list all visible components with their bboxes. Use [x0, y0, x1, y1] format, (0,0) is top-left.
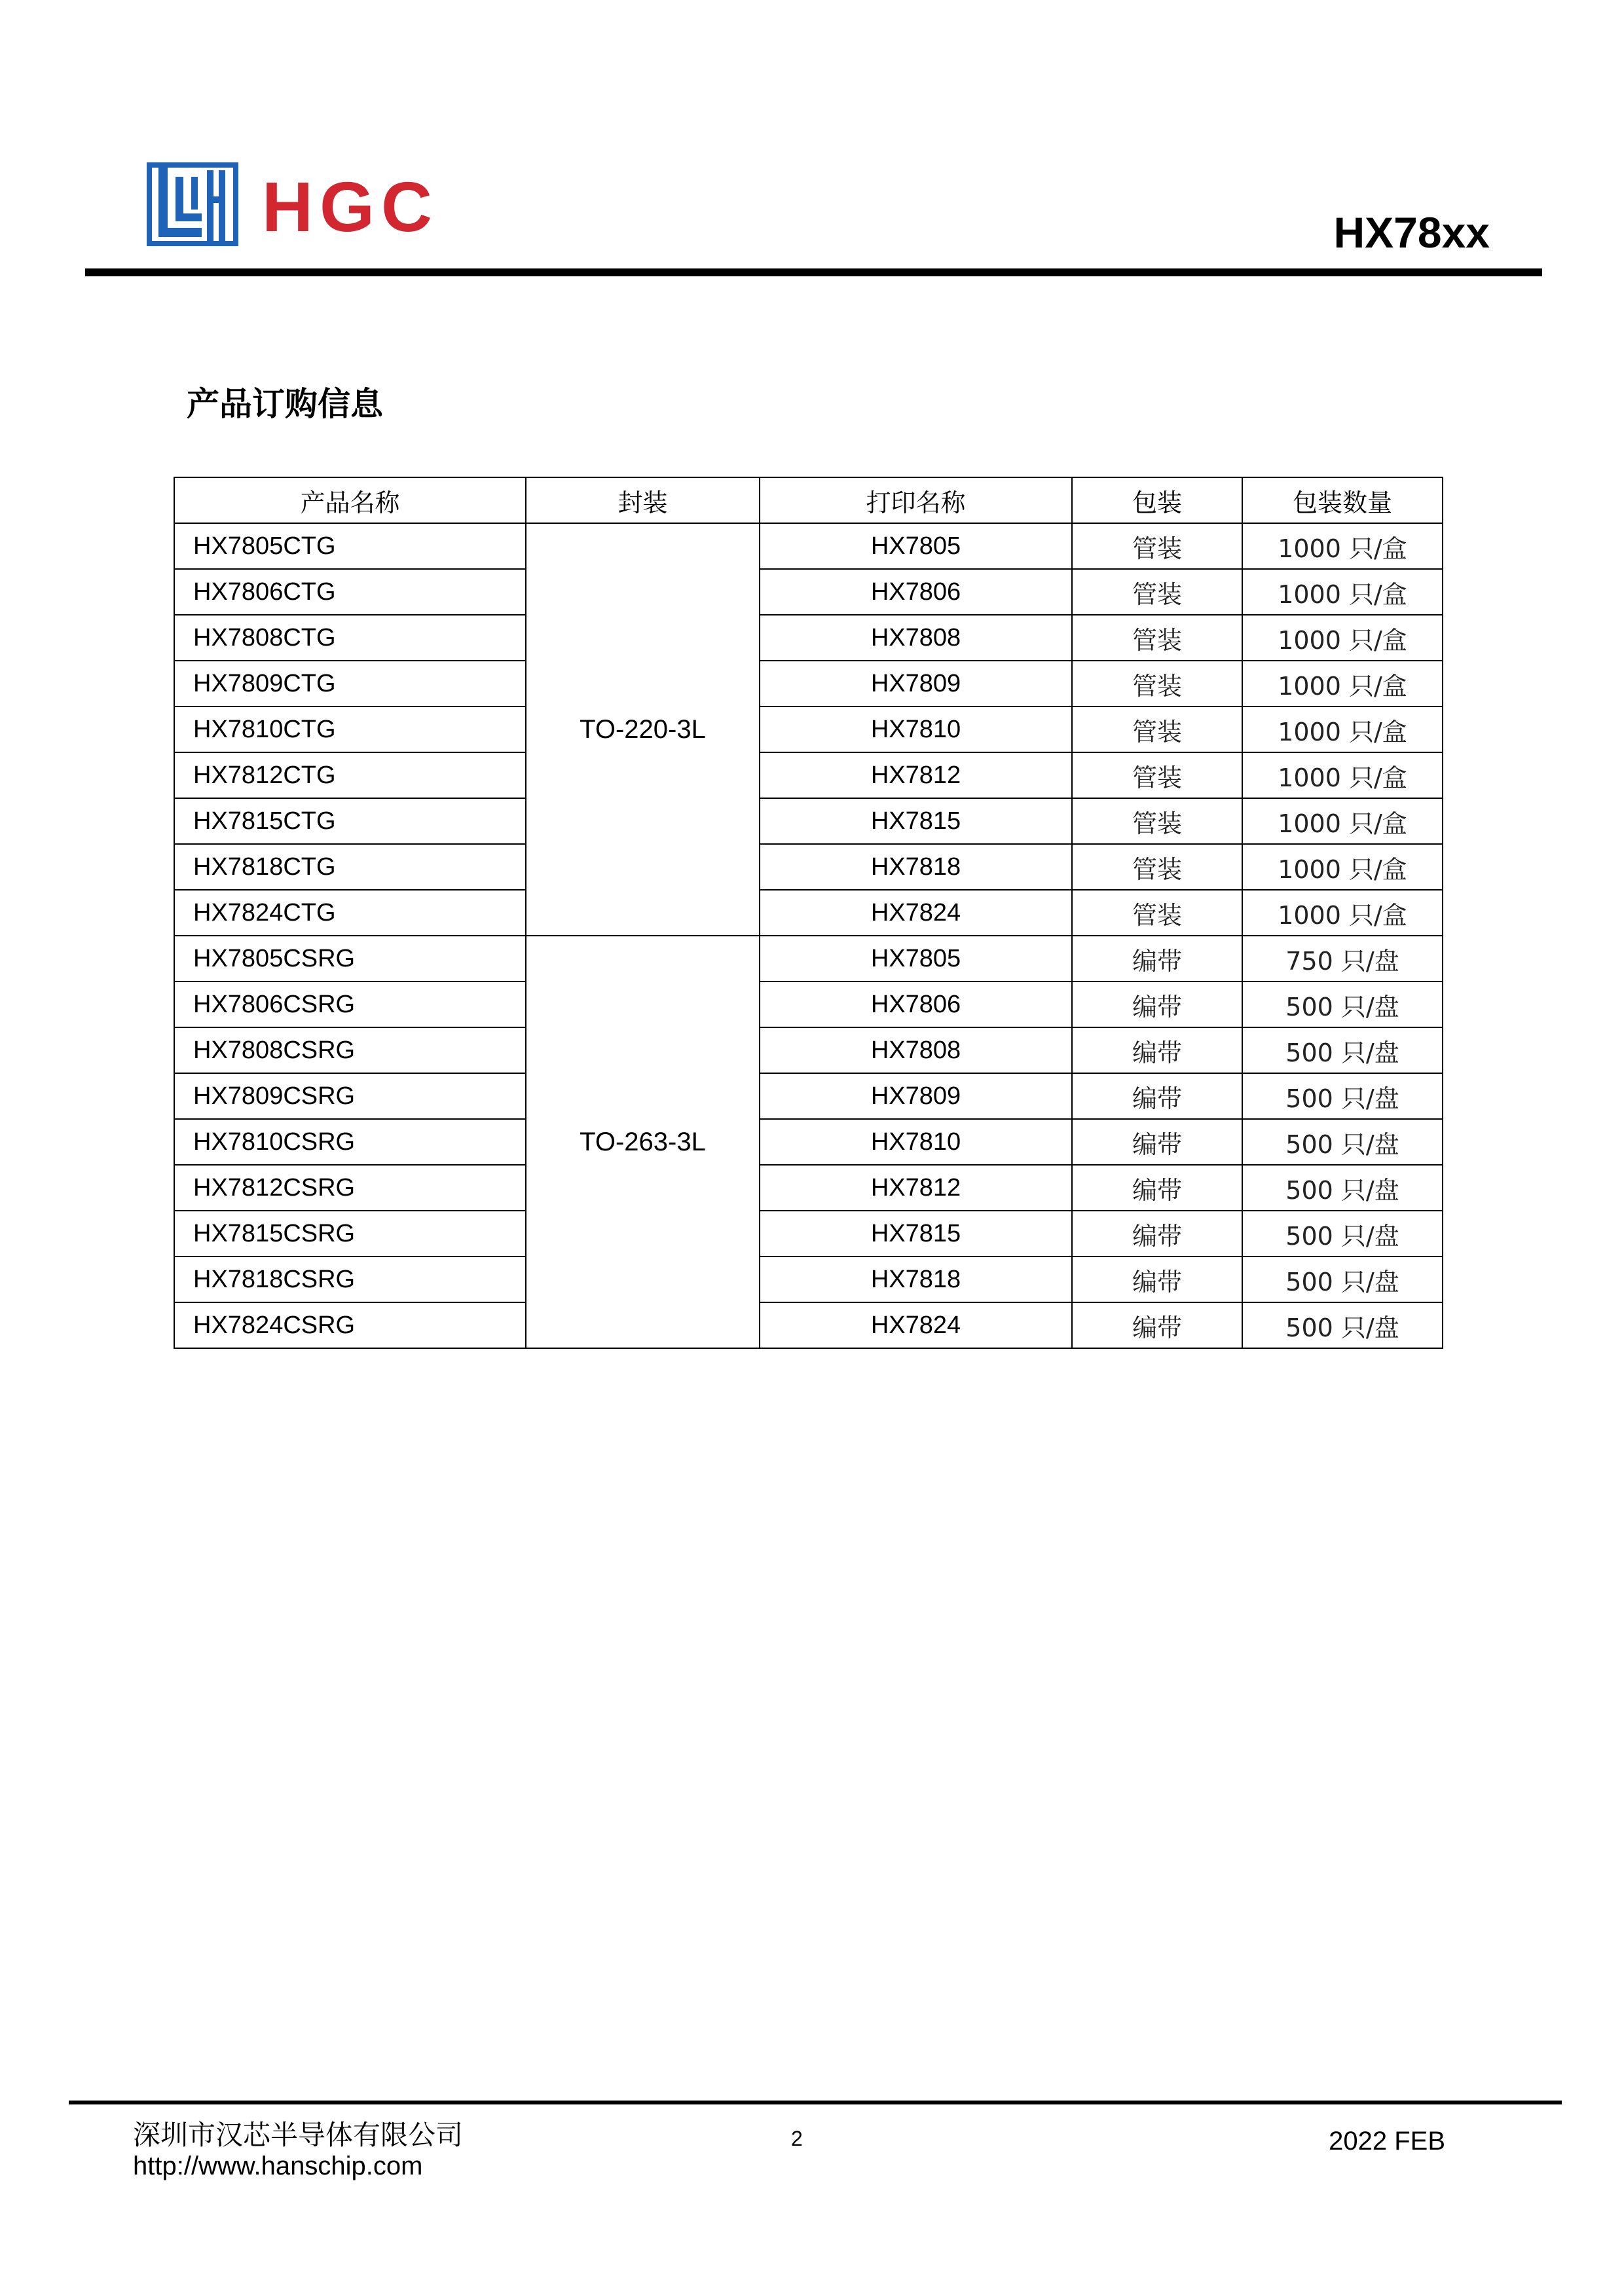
product-name-cell: HX7810CSRG — [174, 1119, 526, 1165]
packing-qty-cell: 1000 只/盒 — [1242, 844, 1443, 890]
table-header-row — [174, 477, 1443, 523]
product-name-cell: HX7809CTG — [174, 661, 526, 707]
packing-qty-cell: 500 只/盘 — [1242, 1302, 1443, 1348]
product-name-cell: HX7818CSRG — [174, 1257, 526, 1302]
packing-qty-cell: 500 只/盘 — [1242, 1165, 1443, 1211]
header-product-name: 产品名称 — [174, 477, 526, 523]
table-row — [174, 844, 1443, 890]
packing-qty-cell: 500 只/盘 — [1242, 1027, 1443, 1073]
packing-qty-cell: 500 只/盘 — [1242, 982, 1443, 1027]
marking-cell: HX7808 — [760, 615, 1072, 661]
table-row — [174, 1257, 1443, 1302]
package-cell: TO-263-3L — [526, 936, 760, 1348]
table-row — [174, 661, 1443, 707]
table-row — [174, 890, 1443, 936]
packing-qty-cell: 1000 只/盒 — [1242, 798, 1443, 844]
packing-cell: 管装 — [1072, 569, 1242, 615]
table-row — [174, 1027, 1443, 1073]
packing-qty-cell: 1000 只/盒 — [1242, 523, 1443, 569]
packing-cell: 编带 — [1072, 982, 1242, 1027]
product-name-cell: HX7806CSRG — [174, 982, 526, 1027]
packing-cell: 管装 — [1072, 844, 1242, 890]
table-row — [174, 752, 1443, 798]
table-row — [174, 936, 1443, 982]
packing-qty-cell: 500 只/盘 — [1242, 1119, 1443, 1165]
table-row — [174, 707, 1443, 752]
packing-cell: 编带 — [1072, 1073, 1242, 1119]
packing-qty-cell: 500 只/盘 — [1242, 1257, 1443, 1302]
packing-cell: 编带 — [1072, 1302, 1242, 1348]
packing-cell: 管装 — [1072, 661, 1242, 707]
marking-cell: HX7809 — [760, 661, 1072, 707]
product-name-cell: HX7815CSRG — [174, 1211, 526, 1257]
product-name-cell: HX7805CTG — [174, 523, 526, 569]
product-name-cell: HX7812CSRG — [174, 1165, 526, 1211]
table-row — [174, 1073, 1443, 1119]
packing-qty-cell: 500 只/盘 — [1242, 1073, 1443, 1119]
publish-date: 2022 FEB — [1329, 2127, 1445, 2156]
packing-cell: 编带 — [1072, 1165, 1242, 1211]
marking-cell: HX7815 — [760, 798, 1072, 844]
marking-cell: HX7824 — [760, 1302, 1072, 1348]
marking-cell: HX7806 — [760, 982, 1072, 1027]
table-row — [174, 1211, 1443, 1257]
page-number: 2 — [791, 2127, 803, 2150]
marking-cell: HX7810 — [760, 1119, 1072, 1165]
packing-qty-cell: 500 只/盘 — [1242, 1211, 1443, 1257]
packing-cell: 管装 — [1072, 752, 1242, 798]
table-row — [174, 615, 1443, 661]
marking-cell: HX7805 — [760, 936, 1072, 982]
document-title: HX78xx — [1333, 208, 1490, 257]
packing-cell: 编带 — [1072, 936, 1242, 982]
product-name-cell: HX7808CSRG — [174, 1027, 526, 1073]
marking-cell: HX7812 — [760, 752, 1072, 798]
table-row — [174, 1302, 1443, 1348]
packing-qty-cell: 1000 只/盒 — [1242, 615, 1443, 661]
marking-cell: HX7806 — [760, 569, 1072, 615]
product-name-cell: HX7824CSRG — [174, 1302, 526, 1348]
header-divider — [85, 268, 1542, 276]
product-name-cell: HX7812CTG — [174, 752, 526, 798]
section-title: 产品订购信息 — [187, 385, 383, 423]
marking-cell: HX7809 — [760, 1073, 1072, 1119]
product-name-cell: HX7809CSRG — [174, 1073, 526, 1119]
page-header — [0, 0, 1624, 282]
marking-cell: HX7808 — [760, 1027, 1072, 1073]
website-link[interactable]: http://www.hanschip.com — [133, 2152, 423, 2180]
product-name-cell: HX7808CTG — [174, 615, 526, 661]
packing-cell: 编带 — [1072, 1119, 1242, 1165]
packing-qty-cell: 1000 只/盒 — [1242, 890, 1443, 936]
marking-cell: HX7805 — [760, 523, 1072, 569]
packing-cell: 管装 — [1072, 798, 1242, 844]
table-row — [174, 523, 1443, 569]
product-name-cell: HX7810CTG — [174, 707, 526, 752]
product-name-cell: HX7806CTG — [174, 569, 526, 615]
packing-cell: 编带 — [1072, 1257, 1242, 1302]
ordering-info-table — [174, 477, 1443, 1349]
marking-cell: HX7810 — [760, 707, 1072, 752]
product-name-cell: HX7818CTG — [174, 844, 526, 890]
packing-qty-cell: 1000 只/盒 — [1242, 752, 1443, 798]
packing-cell: 管装 — [1072, 890, 1242, 936]
company-name: 深圳市汉芯半导体有限公司 — [133, 2119, 464, 2151]
packing-cell: 编带 — [1072, 1211, 1242, 1257]
product-name-cell: HX7815CTG — [174, 798, 526, 844]
product-name-cell: HX7805CSRG — [174, 936, 526, 982]
marking-cell: HX7812 — [760, 1165, 1072, 1211]
marking-cell: HX7815 — [760, 1211, 1072, 1257]
table-row — [174, 798, 1443, 844]
marking-cell: HX7818 — [760, 844, 1072, 890]
header-marking: 打印名称 — [760, 477, 1072, 523]
header-packing: 包装 — [1072, 477, 1242, 523]
packing-qty-cell: 750 只/盘 — [1242, 936, 1443, 982]
header-packing-qty: 包装数量 — [1242, 477, 1443, 523]
product-name-cell: HX7824CTG — [174, 890, 526, 936]
footer-divider — [69, 2101, 1562, 2104]
packing-qty-cell: 1000 只/盒 — [1242, 661, 1443, 707]
logo-text: HGC — [262, 167, 439, 246]
table-row — [174, 1165, 1443, 1211]
packing-cell: 管装 — [1072, 707, 1242, 752]
packing-cell: 管装 — [1072, 523, 1242, 569]
marking-cell: HX7824 — [760, 890, 1072, 936]
table-row — [174, 982, 1443, 1027]
packing-cell: 编带 — [1072, 1027, 1242, 1073]
table-row — [174, 569, 1443, 615]
table-row — [174, 1119, 1443, 1165]
marking-cell: HX7818 — [760, 1257, 1072, 1302]
package-cell: TO-220-3L — [526, 523, 760, 936]
packing-qty-cell: 1000 只/盒 — [1242, 569, 1443, 615]
packing-cell: 管装 — [1072, 615, 1242, 661]
header-package: 封装 — [526, 477, 760, 523]
packing-qty-cell: 1000 只/盒 — [1242, 707, 1443, 752]
